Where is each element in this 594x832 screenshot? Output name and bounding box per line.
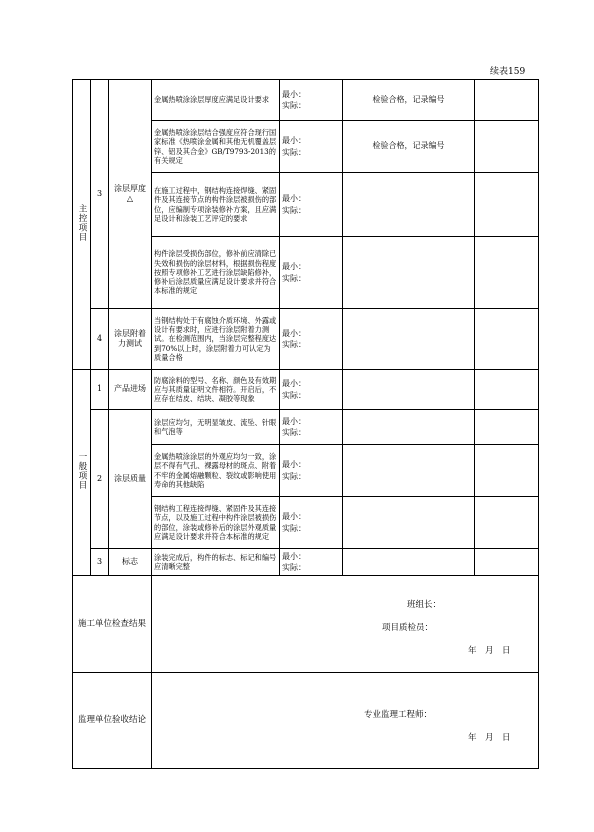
construction-check-row: [73, 576, 539, 673]
item-number: 3: [91, 549, 109, 576]
min-label: 最小：: [282, 379, 306, 389]
remark-cell: [475, 410, 539, 445]
min-actual-cell: [280, 237, 343, 309]
team-leader-label: 班组长：: [407, 600, 442, 610]
supervision-date: 年 月 日: [468, 733, 511, 743]
inspection-result: [343, 370, 475, 410]
actual-label: 实际：: [282, 563, 306, 572]
supervision-unit-label: 监理单位验收结论: [73, 673, 152, 769]
min-actual-cell: [280, 121, 343, 173]
standard-requirement: 防腐涂料的型号、名称、颜色及有效期应与其质量证明文件相符。开启后，不应存在结皮、结块、凝胶等现象: [152, 370, 280, 410]
inspection-result: [343, 497, 475, 549]
standard-requirement: 涂装完成后，构件的标志、标记和编号应清晰完整: [152, 549, 280, 576]
min-label: 最小：: [282, 416, 306, 426]
table-row: [73, 370, 539, 410]
min-label: 最小：: [282, 512, 306, 522]
min-label: 最小：: [282, 551, 306, 561]
table-row: [73, 80, 539, 121]
main-control-category-text: 主控项目: [76, 204, 87, 243]
min-actual-cell: [280, 80, 343, 121]
page-number: 续表159: [490, 67, 526, 77]
supervision-row: [73, 673, 539, 769]
actual-label: 实际：: [282, 340, 306, 349]
min-actual-cell: [280, 370, 343, 410]
standard-requirement: 金属热喷涂涂层厚度应满足设计要求: [152, 80, 280, 121]
table-row: [73, 410, 539, 445]
item-number: 2: [91, 410, 109, 549]
actual-label: 实际：: [282, 101, 306, 110]
item-number: 3: [91, 80, 109, 309]
inspection-form-table: [72, 79, 539, 769]
standard-requirement: 在施工过程中，钢结构连接焊缝、紧固件及其连接节点的构件涂层被损伤的部位，应编制专项涂装修补方案，且应满足设计和涂装工艺评定的要求: [152, 173, 280, 237]
item-name: 涂层质量: [109, 410, 152, 549]
item-name: 标志: [109, 549, 152, 576]
actual-label: 实际：: [282, 523, 306, 533]
remark-cell: [475, 121, 539, 173]
table-row: [73, 309, 539, 370]
min-actual-cell: [280, 445, 343, 497]
min-actual-cell: [280, 173, 343, 237]
min-actual-cell: [280, 410, 343, 445]
min-label: 最小：: [282, 194, 306, 204]
construction-sign-area: [152, 576, 539, 673]
inspection-result: [343, 173, 475, 237]
min-label: 最小：: [282, 89, 306, 99]
actual-label: 实际：: [282, 273, 306, 283]
min-actual-cell: [280, 309, 343, 370]
min-actual-cell: [280, 497, 343, 549]
general-category: [73, 370, 91, 576]
form-body: [73, 80, 539, 769]
standard-requirement: 金属热喷涂涂层结合强度应符合现行国家标准《热喷涂金属和其他无机覆盖层锌、铝及其合金》GB/T9793-2013的有关规定: [152, 121, 280, 173]
inspection-result: [343, 445, 475, 497]
remark-cell: [475, 80, 539, 121]
main-control-category: [73, 80, 91, 370]
item-name: 涂层附着力测试: [109, 309, 152, 370]
actual-label: 实际：: [282, 205, 306, 215]
inspection-result: [343, 549, 475, 576]
actual-label: 实际：: [282, 428, 306, 437]
inspection-result: [343, 237, 475, 309]
remark-cell: [475, 445, 539, 497]
general-category-text: 一般项目: [76, 452, 87, 491]
remark-cell: [475, 173, 539, 237]
actual-label: 实际：: [282, 471, 306, 481]
item-name: 涂层厚度△: [109, 80, 152, 309]
min-label: 最小：: [282, 328, 306, 338]
supervision-sign-area: [152, 673, 539, 769]
standard-requirement: 当钢结构处于有腐蚀介质环境、外露或设计有要求时，应进行涂层附着力测试。在检测范围内，当涂层完整程度达到70%以上时，涂层附着力可认定为质量合格: [152, 309, 280, 370]
item-number: 4: [91, 309, 109, 370]
supervision-engineer-label: 专业监理工程师：: [364, 710, 433, 720]
table-row: [73, 549, 539, 576]
remark-cell: [475, 309, 539, 370]
standard-requirement: 金属热喷涂涂层的外观应均匀一致，涂层不得有气孔、裸露母材的斑点、附着不牢的金属熔融颗粒、裂纹或影响使用寿命的其他缺陷: [152, 445, 280, 497]
standard-requirement: 构件涂层受损伤部位，修补前应清除已失效和损伤的涂层材料，根据损伤程度按照专项修补工艺进行涂层缺陷修补，修补后涂层质量应满足设计要求并符合本标准的规定: [152, 237, 280, 309]
inspection-result: [343, 309, 475, 370]
item-number: 1: [91, 370, 109, 410]
quality-inspector-label: 项目质检员：: [382, 623, 434, 633]
inspection-result: 检验合格，记录编号: [343, 80, 475, 121]
construction-date: 年 月 日: [468, 646, 511, 656]
remark-cell: [475, 497, 539, 549]
min-label: 最小：: [282, 136, 306, 146]
remark-cell: [475, 370, 539, 410]
actual-label: 实际：: [282, 390, 306, 400]
min-actual-cell: [280, 549, 343, 576]
actual-label: 实际：: [282, 147, 306, 157]
min-label: 最小：: [282, 262, 306, 272]
standard-requirement: 钢结构工程连接焊缝、紧固件及其连接节点，以及施工过程中构件涂层被损伤的部位，涂装或修补后的涂层外观质量应满足设计要求并符合本标准的规定: [152, 497, 280, 549]
remark-cell: [475, 549, 539, 576]
inspection-result: [343, 410, 475, 445]
construction-unit-label: 施工单位检查结果: [73, 576, 152, 673]
item-name: 产品进场: [109, 370, 152, 410]
inspection-result: 检验合格，记录编号: [343, 121, 475, 173]
standard-requirement: 涂层应均匀，无明显皱皮、流坠、针眼和气泡等: [152, 410, 280, 445]
remark-cell: [475, 237, 539, 309]
min-label: 最小：: [282, 460, 306, 470]
